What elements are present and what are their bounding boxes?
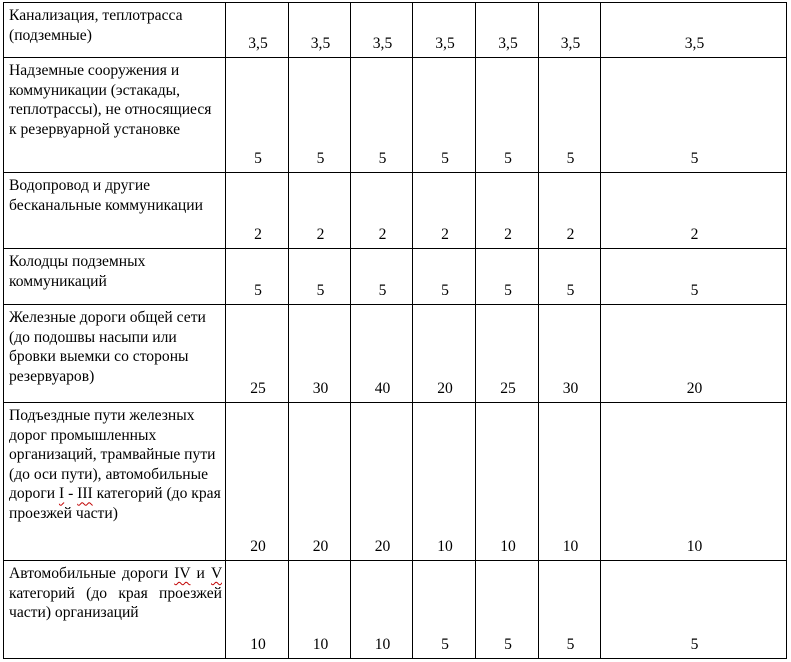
row-label: Канализация, теплотрасса (подземные) bbox=[4, 3, 226, 58]
table-cell: 5 bbox=[226, 249, 289, 305]
table-cell: 3,5 bbox=[226, 3, 289, 58]
table-cell: 5 bbox=[539, 561, 601, 659]
table-cell: 20 bbox=[413, 305, 476, 403]
table-cell: 2 bbox=[226, 173, 289, 249]
table-cell: 25 bbox=[476, 305, 539, 403]
table-cell: 2 bbox=[601, 173, 787, 249]
table-cell: 5 bbox=[601, 58, 787, 173]
table-row bbox=[4, 58, 787, 173]
table-cell: 20 bbox=[601, 305, 787, 403]
table-cell: 3,5 bbox=[601, 3, 787, 58]
table-cell: 5 bbox=[539, 249, 601, 305]
spellcheck-mark: V bbox=[211, 565, 222, 582]
spellcheck-mark: III bbox=[77, 485, 93, 503]
table-cell: 5 bbox=[413, 249, 476, 305]
table-cell: 2 bbox=[413, 173, 476, 249]
table-cell: 5 bbox=[289, 249, 351, 305]
table-cell: 5 bbox=[539, 58, 601, 173]
row-label: Надземные сооружения и коммуникации (эстакады, теплотрассы), не относящиеся к резервуарной установке bbox=[4, 58, 226, 173]
distance-table bbox=[3, 2, 787, 659]
table-cell: 10 bbox=[476, 403, 539, 561]
row-label: Водопровод и другие бесканальные коммуникации bbox=[4, 173, 226, 249]
table-cell: 2 bbox=[351, 173, 413, 249]
table-row bbox=[4, 305, 787, 403]
spellcheck-mark: IV bbox=[174, 565, 191, 582]
table-cell: 30 bbox=[289, 305, 351, 403]
table-cell: 5 bbox=[351, 58, 413, 173]
table-cell: 30 bbox=[539, 305, 601, 403]
table-cell: 5 bbox=[351, 249, 413, 305]
table-cell: 20 bbox=[289, 403, 351, 561]
table-row bbox=[4, 173, 787, 249]
row-label: Колодцы подземных коммуникаций bbox=[4, 249, 226, 305]
row-label: Железные дороги общей сети (до подошвы насыпи или бровки выемки со стороны резервуаров) bbox=[4, 305, 226, 403]
table-row bbox=[4, 561, 787, 659]
table-cell: 5 bbox=[601, 249, 787, 305]
table-cell: 5 bbox=[413, 58, 476, 173]
table-row bbox=[4, 3, 787, 58]
table-cell: 10 bbox=[289, 561, 351, 659]
table-cell: 10 bbox=[351, 561, 413, 659]
table-cell: 3,5 bbox=[289, 3, 351, 58]
table-cell: 5 bbox=[601, 561, 787, 659]
table-cell: 5 bbox=[476, 249, 539, 305]
table-cell: 5 bbox=[476, 561, 539, 659]
table-cell: 3,5 bbox=[539, 3, 601, 58]
table-cell: 10 bbox=[539, 403, 601, 561]
table-cell: 20 bbox=[226, 403, 289, 561]
table-row bbox=[4, 249, 787, 305]
table-cell: 5 bbox=[289, 58, 351, 173]
row-label: Автомобильные дороги IV и V категорий (до края проезжей части) организаций bbox=[4, 561, 226, 659]
table-cell: 20 bbox=[351, 403, 413, 561]
table-cell: 5 bbox=[413, 561, 476, 659]
spellcheck-mark: I bbox=[58, 485, 65, 503]
table-cell: 25 bbox=[226, 305, 289, 403]
table-cell: 10 bbox=[601, 403, 787, 561]
table-cell: 5 bbox=[476, 58, 539, 173]
table-row bbox=[4, 403, 787, 561]
table-cell: 40 bbox=[351, 305, 413, 403]
row-label: Подъездные пути железных дорог промышленных организаций, трамвайные пути (до оси пути), автомобильные дороги I - III категорий (до края проезжей части) bbox=[4, 403, 226, 561]
table-cell: 5 bbox=[226, 58, 289, 173]
table-cell: 3,5 bbox=[351, 3, 413, 58]
table-cell: 2 bbox=[539, 173, 601, 249]
table-cell: 10 bbox=[226, 561, 289, 659]
table-cell: 2 bbox=[476, 173, 539, 249]
table-cell: 2 bbox=[289, 173, 351, 249]
table-cell: 10 bbox=[413, 403, 476, 561]
table-cell: 3,5 bbox=[413, 3, 476, 58]
table-cell: 3,5 bbox=[476, 3, 539, 58]
